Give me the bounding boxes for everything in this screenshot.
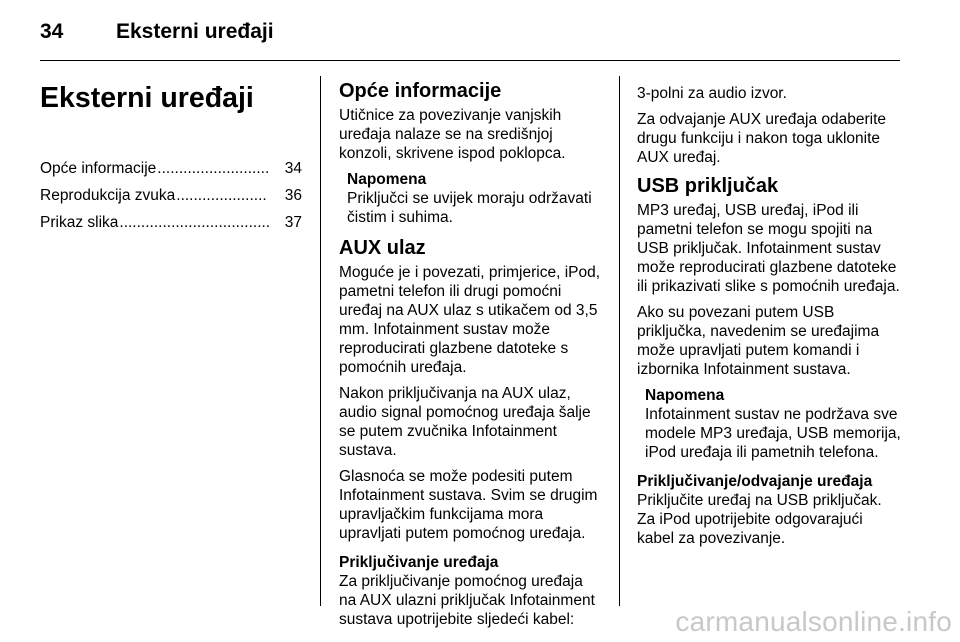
paragraph-aux-3: Glasnoća se može podesiti putem Infotainment sustava. Svim se drugim upravljačkim funkcijama mora upravljati putem pomoćnog uređaja.: [339, 468, 598, 542]
header-divider: [40, 60, 900, 61]
column-contents: [40, 70, 302, 240]
toc-entry-title: Prikaz slika: [40, 214, 119, 231]
column-usb: [637, 70, 902, 555]
column-divider-2: [619, 76, 620, 606]
toc-entry[interactable]: [40, 186, 302, 205]
toc-entry-title: Opće informacije: [40, 160, 157, 177]
heading-aux-input: AUX ulaz: [339, 237, 426, 259]
toc-leader-dots: .....................: [176, 187, 267, 204]
note-text: Priključci se uvijek moraju održavati čistim i suhima.: [347, 190, 592, 226]
toc-entry-title: Reprodukcija zvuka: [40, 187, 176, 204]
heading-general-info: Opće informacije: [339, 80, 502, 102]
toc-entry[interactable]: [40, 213, 302, 232]
section-title: Eksterni uređaji: [40, 82, 254, 114]
paragraph-audio-source: 3-polni za audio izvor.: [637, 85, 787, 102]
paragraph-connect-usb: Priključite uređaj na USB priključak. Za iPod upotrijebite odgovarajući kabel za povezivanje.: [637, 492, 882, 547]
paragraph-aux-1: Moguće je i povezati, primjerice, iPod, pametni telefon ili drugi pomoćni uređaj na AUX ulaz s utikačem od 3,5 mm. Infotainment sustav može reproducirati glazbene datoteke s pomoćnih uređaja.: [339, 264, 601, 376]
column-general-info: [339, 70, 603, 636]
toc-entry-page: 34: [284, 160, 302, 177]
paragraph-aux-2: Nakon priključivanja na AUX ulaz, audio signal pomoćnog uređaja šalje se putem zvučnika Infotainment sustava.: [339, 385, 591, 459]
column-divider-1: [320, 76, 321, 606]
subheading-connect-device: Priključivanje uređaja: [339, 554, 499, 571]
note-title: Napomena: [645, 387, 725, 404]
table-of-contents: [40, 159, 302, 232]
paragraph-usb-2: Ako su povezani putem USB priključka, navedenim se uređajima može upravljati putem komandi i izbornika Infotainment sustava.: [637, 304, 880, 378]
note-block: [347, 170, 603, 227]
page-number: 34: [40, 20, 64, 43]
paragraph-connect-device: Za priključivanje pomoćnog uređaja na AUX ulazni priključak Infotainment sustava upotrijebite sljedeći kabel:: [339, 573, 595, 628]
watermark: carmanualsonline.info: [675, 606, 952, 637]
note-title: Napomena: [347, 171, 427, 188]
heading-usb-port: USB priključak: [637, 175, 779, 197]
paragraph-usb-1: MP3 uređaj, USB uređaj, iPod ili pametni telefon se mogu spojiti na USB priključak. Infotainment sustav može reproducirati glazbene datoteke ili prikazivati slike s pomoćnih uređaja.: [637, 202, 900, 295]
toc-leader-dots: ..........................: [157, 160, 270, 177]
toc-entry-page: 36: [284, 187, 302, 204]
chapter-title: Eksterni uređaji: [116, 20, 274, 43]
toc-entry[interactable]: [40, 159, 302, 178]
paragraph-intro: Utičnice za povezivanje vanjskih uređaja nalaze se na središnjoj konzoli, skrivene ispod poklopca.: [339, 107, 566, 162]
note-block: [645, 386, 902, 462]
subheading-connect-disconnect: Priključivanje/odvajanje uređaja: [637, 473, 873, 490]
note-text: Infotainment sustav ne podržava sve modele MP3 uređaja, USB memorija, iPod uređaja ili pametnih telefona.: [645, 406, 901, 461]
toc-leader-dots: ...................................: [119, 214, 271, 231]
toc-entry-page: 37: [284, 214, 302, 231]
paragraph-disconnect-aux: Za odvajanje AUX uređaja odaberite drugu funkciju i nakon toga uklonite AUX uređaj.: [637, 111, 887, 166]
